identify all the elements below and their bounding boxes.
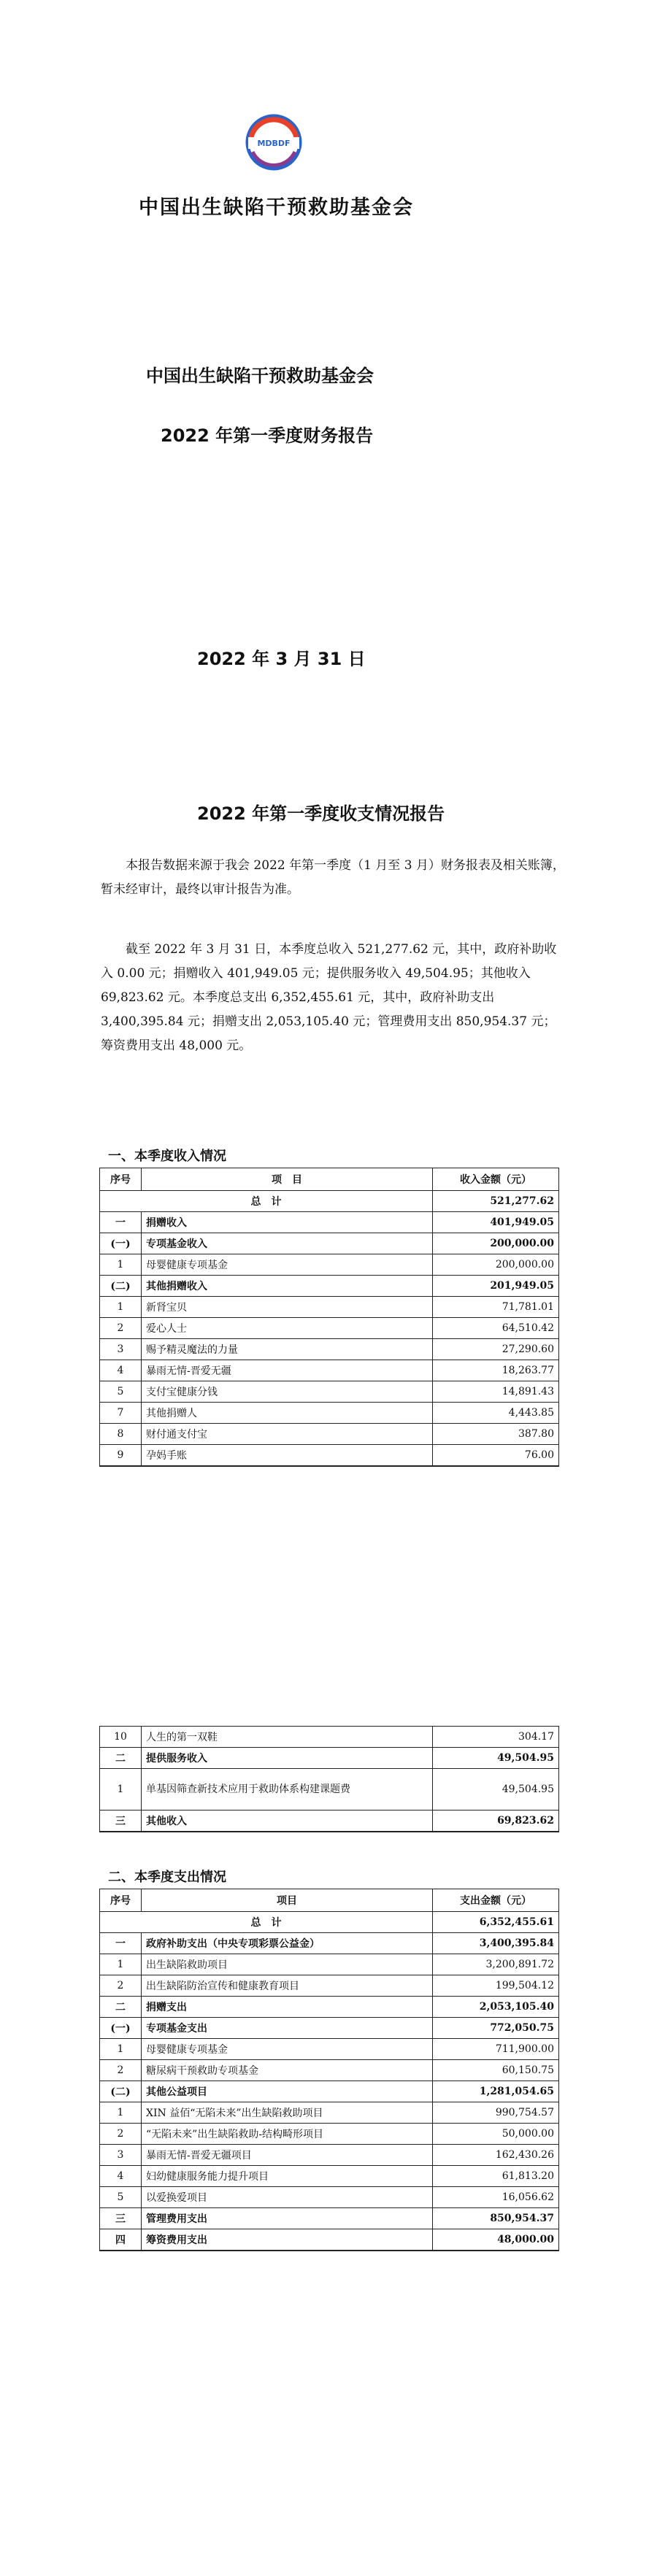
row-amount: 71,781.01 [433, 1297, 559, 1318]
row-item: 其他收入 [142, 1810, 433, 1832]
report-title: 2022 年第一季度收支情况报告 [197, 803, 445, 824]
row-no: 9 [100, 1445, 142, 1467]
row-amount: 401,949.05 [433, 1212, 559, 1233]
row-no: 8 [100, 1424, 142, 1445]
row-item: 孕妈手账 [142, 1445, 433, 1467]
table-row [100, 2102, 559, 2124]
row-no: 4 [100, 1360, 142, 1381]
income-table-continued [99, 1726, 559, 1832]
row-no: 1 [100, 1254, 142, 1276]
row-item: 财付通支付宝 [142, 1424, 433, 1445]
row-item: 支付宝健康分钱 [142, 1381, 433, 1403]
row-amount: 2,053,105.40 [433, 1997, 559, 2018]
row-amount: 48,000.00 [433, 2229, 559, 2251]
row-no: 7 [100, 1403, 142, 1424]
row-no: 1 [100, 1954, 142, 1975]
row-item: “无陷未来”出生缺陷救助-结构畸形项目 [142, 2124, 433, 2145]
table-row [100, 2018, 559, 2039]
row-amount: 18,263.77 [433, 1360, 559, 1381]
cover-report-title: 2022 年第一季度财务报告 [161, 425, 374, 446]
table-row [100, 2166, 559, 2187]
row-no: 四 [100, 2229, 142, 2251]
row-no: 3 [100, 1339, 142, 1360]
row-item: 管理费用支出 [142, 2208, 433, 2229]
table-row [100, 1360, 559, 1381]
row-no: 5 [100, 1381, 142, 1403]
table-row [100, 1933, 559, 1954]
table-row [100, 2187, 559, 2208]
row-amount: 3,200,891.72 [433, 1954, 559, 1975]
row-no: 一 [100, 1933, 142, 1954]
table-row [100, 1381, 559, 1403]
row-no: 2 [100, 1975, 142, 1997]
report-paragraph-2: 截至 2022 年 3 月 31 日，本季度总收入 521,277.62 元，其中，政府补助收入 0.00 元；捐赠收入 401,949.05 元；提供服务收入 49,504.95；其他收入 69,823.62 元。本季度总支出 6,352,455.61 元，其中，政府补助支出 3,400,395.84 元；捐赠支出 2,053,105.40 元；管理费用支出 850,954.37 元；筹资费用支出 48,000 元。 [101, 942, 557, 1053]
income-section-title: 一、本季度收入情况 [108, 1149, 226, 1164]
row-no: 1 [100, 2039, 142, 2060]
table-row [100, 1727, 559, 1748]
row-amount: 27,290.60 [433, 1339, 559, 1360]
row-item: 其他捐赠人 [142, 1403, 433, 1424]
table-row [100, 2145, 559, 2166]
logo-org-name: 中国出生缺陷干预救助基金会 [139, 196, 414, 219]
row-amount: 990,754.57 [433, 2102, 559, 2124]
total-row [100, 1191, 559, 1212]
expense-table [99, 1889, 559, 2251]
row-item: 捐赠收入 [142, 1212, 433, 1233]
row-item: 单基因筛查新技术应用于救助体系构建课题费 [142, 1769, 433, 1810]
header-no: 序号 [100, 1168, 142, 1191]
row-item: 其他公益项目 [142, 2081, 433, 2102]
row-amount: 201,949.05 [433, 1276, 559, 1297]
row-item: 新肾宝贝 [142, 1297, 433, 1318]
row-no: 5 [100, 2187, 142, 2208]
header-amount: 收入金额（元） [433, 1168, 559, 1191]
row-amount: 3,400,395.84 [433, 1933, 559, 1954]
row-no: 2 [100, 2060, 142, 2081]
row-no: 2 [100, 2124, 142, 2145]
table-row [100, 1276, 559, 1297]
row-item: 其他捐赠收入 [142, 1276, 433, 1297]
table-row [100, 1212, 559, 1233]
row-no: 二 [100, 1997, 142, 2018]
row-amount: 50,000.00 [433, 2124, 559, 2145]
table-row [100, 1233, 559, 1254]
row-amount: 772,050.75 [433, 2018, 559, 2039]
row-no: 1 [100, 2102, 142, 2124]
table-row [100, 1997, 559, 2018]
table-row [100, 1339, 559, 1360]
row-item: 提供服务收入 [142, 1748, 433, 1769]
row-amount: 4,443.85 [433, 1403, 559, 1424]
row-no: 一 [100, 1212, 142, 1233]
row-amount: 64,510.42 [433, 1318, 559, 1339]
table-header-row [100, 1889, 559, 1912]
header-amount: 支出金额（元） [433, 1889, 559, 1912]
row-amount: 162,430.26 [433, 2145, 559, 2166]
cover-date: 2022 年 3 月 31 日 [197, 649, 366, 669]
row-item: 母婴健康专项基金 [142, 1254, 433, 1276]
table-row [100, 2229, 559, 2251]
row-amount: 14,891.43 [433, 1381, 559, 1403]
row-item: 筹资费用支出 [142, 2229, 433, 2251]
row-no: 4 [100, 2166, 142, 2187]
row-item: 赐予精灵魔法的力量 [142, 1339, 433, 1360]
table-row [100, 1769, 559, 1810]
row-no: 1 [100, 1297, 142, 1318]
row-amount: 61,813.20 [433, 2166, 559, 2187]
row-no: 1 [100, 1769, 142, 1810]
row-no: 2 [100, 1318, 142, 1339]
total-row [100, 1912, 559, 1933]
table-row [100, 1318, 559, 1339]
row-no: (二) [100, 2081, 142, 2102]
row-amount: 76.00 [433, 1445, 559, 1467]
table-row [100, 2081, 559, 2102]
row-amount: 199,504.12 [433, 1975, 559, 1997]
table-row [100, 2039, 559, 2060]
row-item: 糖尿病干预救助专项基金 [142, 2060, 433, 2081]
row-amount: 49,504.95 [433, 1748, 559, 1769]
total-label: 总 计 [100, 1912, 433, 1933]
table-header-row [100, 1168, 559, 1191]
row-item: 母婴健康专项基金 [142, 2039, 433, 2060]
table-row [100, 2060, 559, 2081]
row-no: 二 [100, 1748, 142, 1769]
row-amount: 387.80 [433, 1424, 559, 1445]
logo-badge-text: MDBDF [257, 139, 291, 148]
row-amount: 1,281,054.65 [433, 2081, 559, 2102]
row-item: XIN 益佰“无陷未来”出生缺陷救助项目 [142, 2102, 433, 2124]
row-item: 暴雨无情-晋爱无疆项目 [142, 2145, 433, 2166]
row-no: (一) [100, 1233, 142, 1254]
table-row [100, 2208, 559, 2229]
row-no: 3 [100, 2145, 142, 2166]
row-no: 三 [100, 2208, 142, 2229]
cover-org-name: 中国出生缺陷干预救助基金会 [146, 366, 374, 386]
total-amount: 6,352,455.61 [433, 1912, 559, 1933]
table-row [100, 1297, 559, 1318]
table-row [100, 1954, 559, 1975]
row-item: 出生缺陷防治宣传和健康教育项目 [142, 1975, 433, 1997]
total-amount: 521,277.62 [433, 1191, 559, 1212]
row-amount: 200,000.00 [433, 1254, 559, 1276]
row-amount: 200,000.00 [433, 1233, 559, 1254]
row-item: 捐赠支出 [142, 1997, 433, 2018]
header-no: 序号 [100, 1889, 142, 1912]
row-no: (一) [100, 2018, 142, 2039]
row-amount: 711,900.00 [433, 2039, 559, 2060]
income-table [99, 1168, 559, 1467]
report-paragraph-1: 本报告数据来源于我会 2022 年第一季度（1 月至 3 月）财务报表及相关账簿，暂未经审计，最终以审计报告为准。 [101, 858, 565, 897]
row-item: 暴雨无情-晋爱无疆 [142, 1360, 433, 1381]
table-row [100, 2124, 559, 2145]
row-amount: 850,954.37 [433, 2208, 559, 2229]
foundation-logo [241, 109, 307, 175]
header-item: 项 目 [142, 1168, 433, 1191]
row-item: 专项基金收入 [142, 1233, 433, 1254]
header-item: 项目 [142, 1889, 433, 1912]
expense-section-title: 二、本季度支出情况 [108, 1870, 226, 1885]
row-amount: 60,150.75 [433, 2060, 559, 2081]
row-item: 政府补助支出（中央专项彩票公益金） [142, 1933, 433, 1954]
row-amount: 49,504.95 [433, 1769, 559, 1810]
table-row [100, 1254, 559, 1276]
row-amount: 69,823.62 [433, 1810, 559, 1832]
table-row [100, 1748, 559, 1769]
row-no: (二) [100, 1276, 142, 1297]
table-row [100, 1445, 559, 1467]
table-row [100, 1975, 559, 1997]
row-amount: 304.17 [433, 1727, 559, 1748]
row-no: 10 [100, 1727, 142, 1748]
table-row [100, 1810, 559, 1832]
row-item: 专项基金支出 [142, 2018, 433, 2039]
table-row [100, 1424, 559, 1445]
row-item: 人生的第一双鞋 [142, 1727, 433, 1748]
row-item: 出生缺陷救助项目 [142, 1954, 433, 1975]
row-item: 爱心人士 [142, 1318, 433, 1339]
row-no: 三 [100, 1810, 142, 1832]
row-item: 妇幼健康服务能力提升项目 [142, 2166, 433, 2187]
row-amount: 16,056.62 [433, 2187, 559, 2208]
row-item: 以爱换爱项目 [142, 2187, 433, 2208]
total-label: 总 计 [100, 1191, 433, 1212]
table-row [100, 1403, 559, 1424]
